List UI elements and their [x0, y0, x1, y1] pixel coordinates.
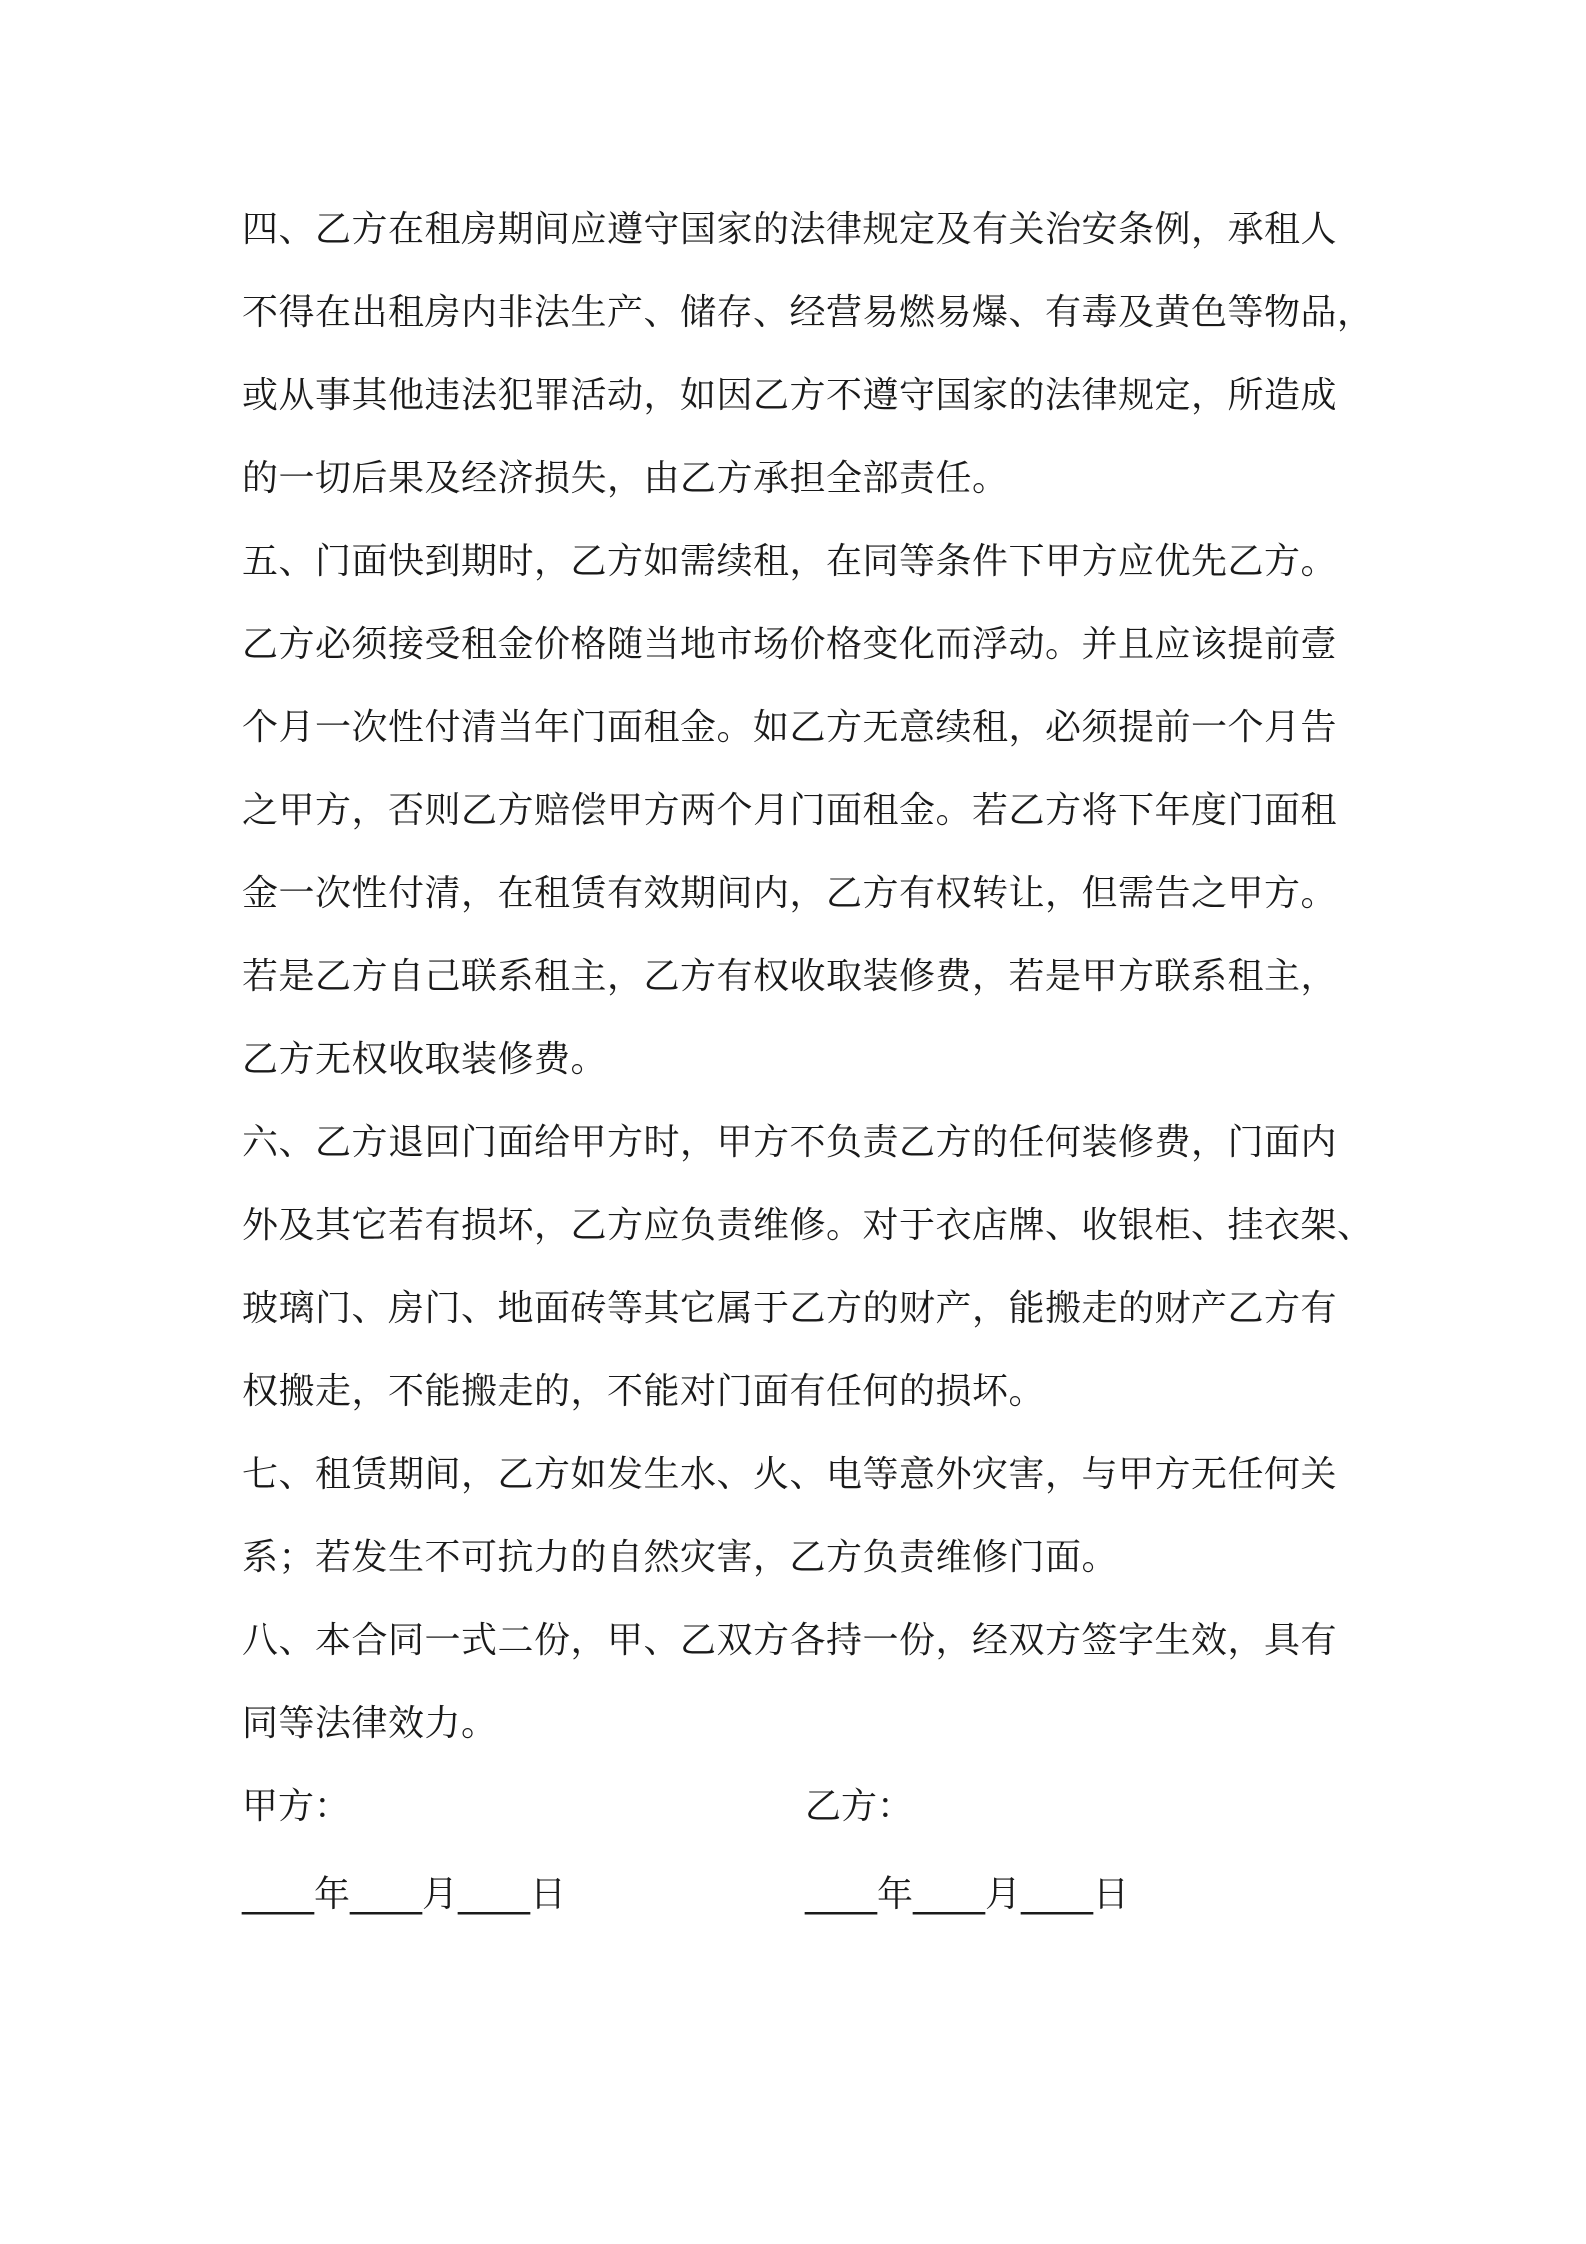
clause-line: 或从事其他违法犯罪活动，如因乙方不遵守国家的法律规定，所造成 [242, 375, 1338, 416]
clause-line: 个月一次性付清当年门面租金。如乙方无意续租，必须提前一个月告 [242, 707, 1338, 748]
clause-line: 不得在出租房内非法生产、储存、经营易燃易爆、有毒及黄色等物品， [242, 292, 1374, 333]
party-a-label: 甲方： [242, 1786, 351, 1827]
clause-line: 八、本合同一式二份，甲、乙双方各持一份，经双方签字生效，具有 [242, 1620, 1338, 1661]
party-a-date: ____年____月____日 [242, 1874, 567, 1915]
clause-line: 权搬走，不能搬走的，不能对门面有任何的损坏。 [242, 1371, 1046, 1412]
clause-line: 金一次性付清，在租赁有效期间内，乙方有权转让，但需告之甲方。 [242, 873, 1338, 914]
clause-line: 乙方必须接受租金价格随当地市场价格变化而浮动。并且应该提前壹 [242, 624, 1338, 665]
clause-line: 的一切后果及经济损失，由乙方承担全部责任。 [242, 458, 1009, 499]
clause-line: 七、租赁期间，乙方如发生水、火、电等意外灾害，与甲方无任何关 [242, 1454, 1338, 1495]
clause-line: 玻璃门、房门、地面砖等其它属于乙方的财产，能搬走的财产乙方有 [242, 1288, 1338, 1329]
clause-line: 同等法律效力。 [242, 1703, 498, 1744]
party-b-label: 乙方： [805, 1786, 914, 1827]
clause-line: 四、乙方在租房期间应遵守国家的法律规定及有关治安条例，承租人 [242, 209, 1338, 250]
clause-line: 若是乙方自己联系租主，乙方有权收取装修费，若是甲方联系租主， [242, 956, 1338, 997]
clause-line: 五、门面快到期时，乙方如需续租，在同等条件下甲方应优先乙方。 [242, 541, 1338, 582]
clause-line: 乙方无权收取装修费。 [242, 1039, 608, 1080]
clause-line: 系；若发生不可抗力的自然灾害，乙方负责维修门面。 [242, 1537, 1119, 1578]
party-b-date: ____年____月____日 [805, 1874, 1130, 1915]
clause-line: 之甲方，否则乙方赔偿甲方两个月门面租金。若乙方将下年度门面租 [242, 790, 1338, 831]
clause-line: 六、乙方退回门面给甲方时，甲方不负责乙方的任何装修费，门面内 [242, 1122, 1338, 1163]
clause-line: 外及其它若有损坏，乙方应负责维修。对于衣店牌、收银柜、挂衣架、 [242, 1205, 1374, 1246]
